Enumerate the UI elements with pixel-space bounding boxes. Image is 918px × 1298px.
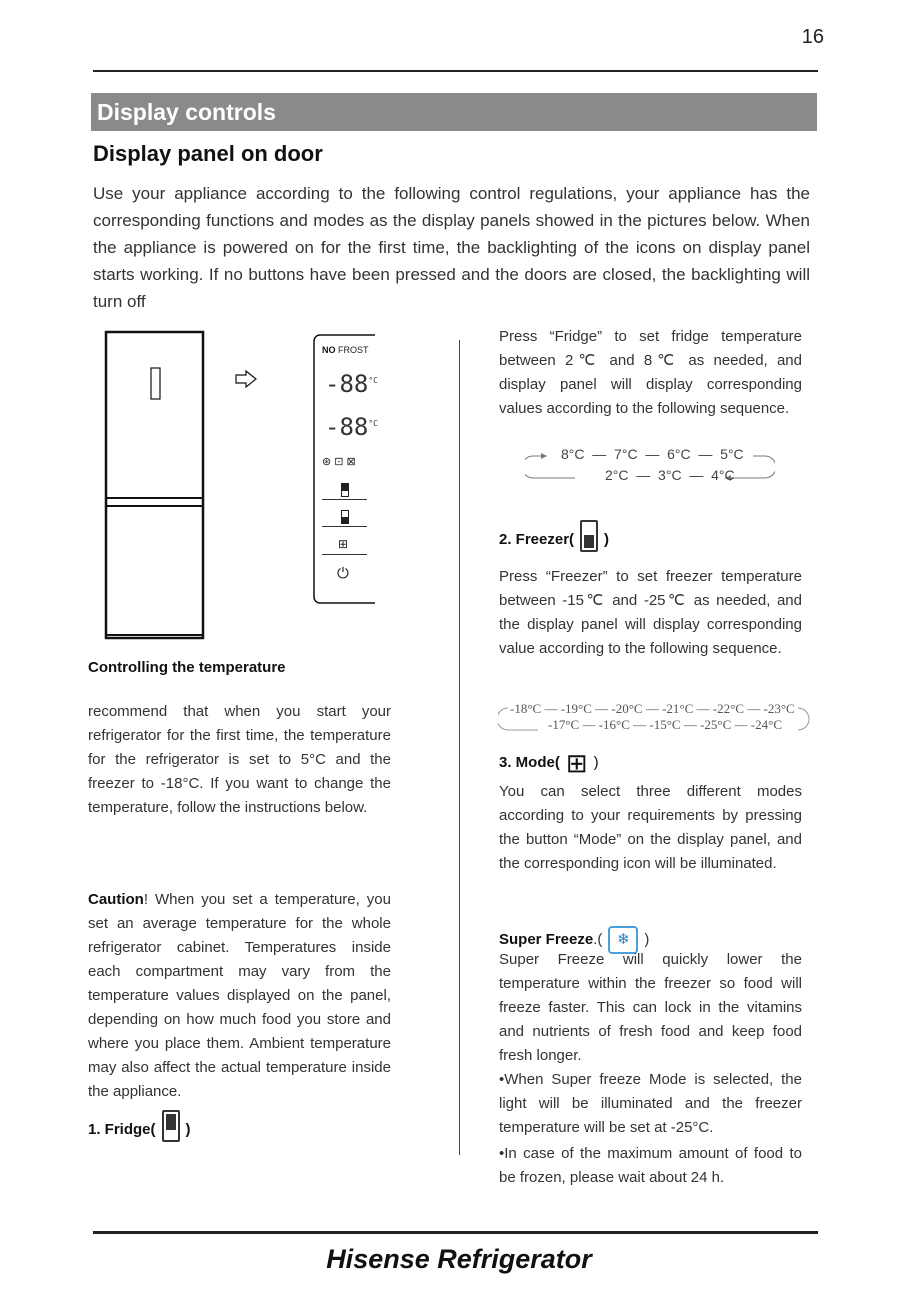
freezer-icon bbox=[580, 520, 598, 552]
header-divider bbox=[93, 70, 818, 72]
snowflake-icon: ❄ bbox=[608, 926, 638, 954]
bullet-2: •In case of the maximum amount of food to be frozen, please wait about 24 h. bbox=[499, 1145, 802, 1186]
mode-text: You can select three different modes according to your requirements by pressing the button “Mode” on the display panel, and the corresponding icon will be illuminated. bbox=[499, 783, 802, 872]
footer-divider bbox=[93, 1231, 818, 1234]
freezer-sequence-top: -18°C — -19°C — -20°C — -21°C — -22°C — -23°C bbox=[510, 701, 795, 716]
fridge-heading: 1. Fridge( ) bbox=[88, 1110, 391, 1142]
mode-heading: 3. Mode( ⊞ ) bbox=[499, 748, 599, 778]
bullet-1: •When Super freeze Mode is selected, the light will be illuminated and the freezer temperature will be set at -25°C. bbox=[499, 1071, 802, 1136]
freezer-text: Press “Freezer” to set freezer temperature between -15℃ and -25℃ as needed, and the display panel will display corresponding value according to the following sequence. bbox=[499, 568, 802, 657]
fridge-sequence-bottom: 2°C — 3°C — 4°C bbox=[605, 467, 735, 483]
intro-paragraph: Use your appliance according to the following control regulations, your appliance has the corresponding functions and modes as the display panels showed in the pictures below. When the appliance is powered on for the first time, the backlighting of the icons on display panel starts working. If no buttons have been pressed and the doors are closed, the backlighting will turn off bbox=[93, 184, 810, 311]
mode-button-icon: ⊞ bbox=[338, 537, 349, 551]
fridge-text: Press “Fridge” to set fridge temperature between 2℃ and 8℃ as needed, and display panel will display corresponding values according to the following sequence. bbox=[499, 328, 802, 417]
arrow-icon bbox=[236, 371, 256, 387]
page-number: 16 bbox=[801, 26, 824, 48]
fridge-display: $-88^{^\circ C}$ bbox=[325, 370, 378, 398]
mode-icon: ⊞ bbox=[565, 748, 588, 778]
super-cool-icon: ⊠ bbox=[346, 456, 359, 468]
freezer-heading: 2. Freezer( ) bbox=[499, 520, 802, 552]
page-heading: Display panel on door bbox=[93, 141, 323, 166]
holiday-icon: ⊡ bbox=[334, 456, 347, 468]
super-freeze-heading: Super Freeze.( ❄ ) bbox=[499, 926, 802, 954]
fridge-sequence-top: 8°C — 7°C — 6°C — 5°C bbox=[561, 446, 744, 462]
caution-text: Caution! When you set a temperature, you set an average temperature for the whole refrigerator cabinet. Temperatures inside each compartment may vary from the temperature values displayed on the panel, depending on how much food you store and where you place them. Ambient temperature may also affect the actual temperature inside the appliance. bbox=[88, 891, 391, 1100]
no-frost-logo: NO FROST bbox=[322, 345, 369, 355]
section-banner: Display controls bbox=[91, 93, 817, 131]
fridge-icon bbox=[162, 1110, 180, 1142]
super-freeze-text: Super Freeze will quickly lower the temperature within the freezer so food will freeze faster. This can lock in the vitamins and nutrients of fresh food and keep food fresh longer. bbox=[499, 951, 802, 1064]
super-freeze-icon: ⊛ bbox=[322, 456, 335, 468]
column-divider bbox=[459, 340, 460, 1155]
footer-brand: Hisense Refrigerator bbox=[326, 1244, 592, 1274]
controlling-title: Controlling the temperature bbox=[88, 659, 286, 676]
power-icon: ⏻ bbox=[337, 565, 349, 582]
fridge-button-icon bbox=[341, 483, 349, 497]
freezer-sequence-bottom: -17°C — -16°C — -15°C — -25°C — -24°C bbox=[548, 717, 782, 732]
mode-icons bbox=[322, 455, 359, 468]
freezer-button-icon bbox=[341, 510, 349, 524]
freezer-display: $-88^{^\circ C}$ bbox=[325, 413, 378, 441]
recommend-text: recommend that when you start your refrigerator for the first time, the temperature for the refrigerator is set to 5°C and the freezer to -18°C. If you want to change the temperature, follow the instructions below. bbox=[88, 703, 391, 816]
